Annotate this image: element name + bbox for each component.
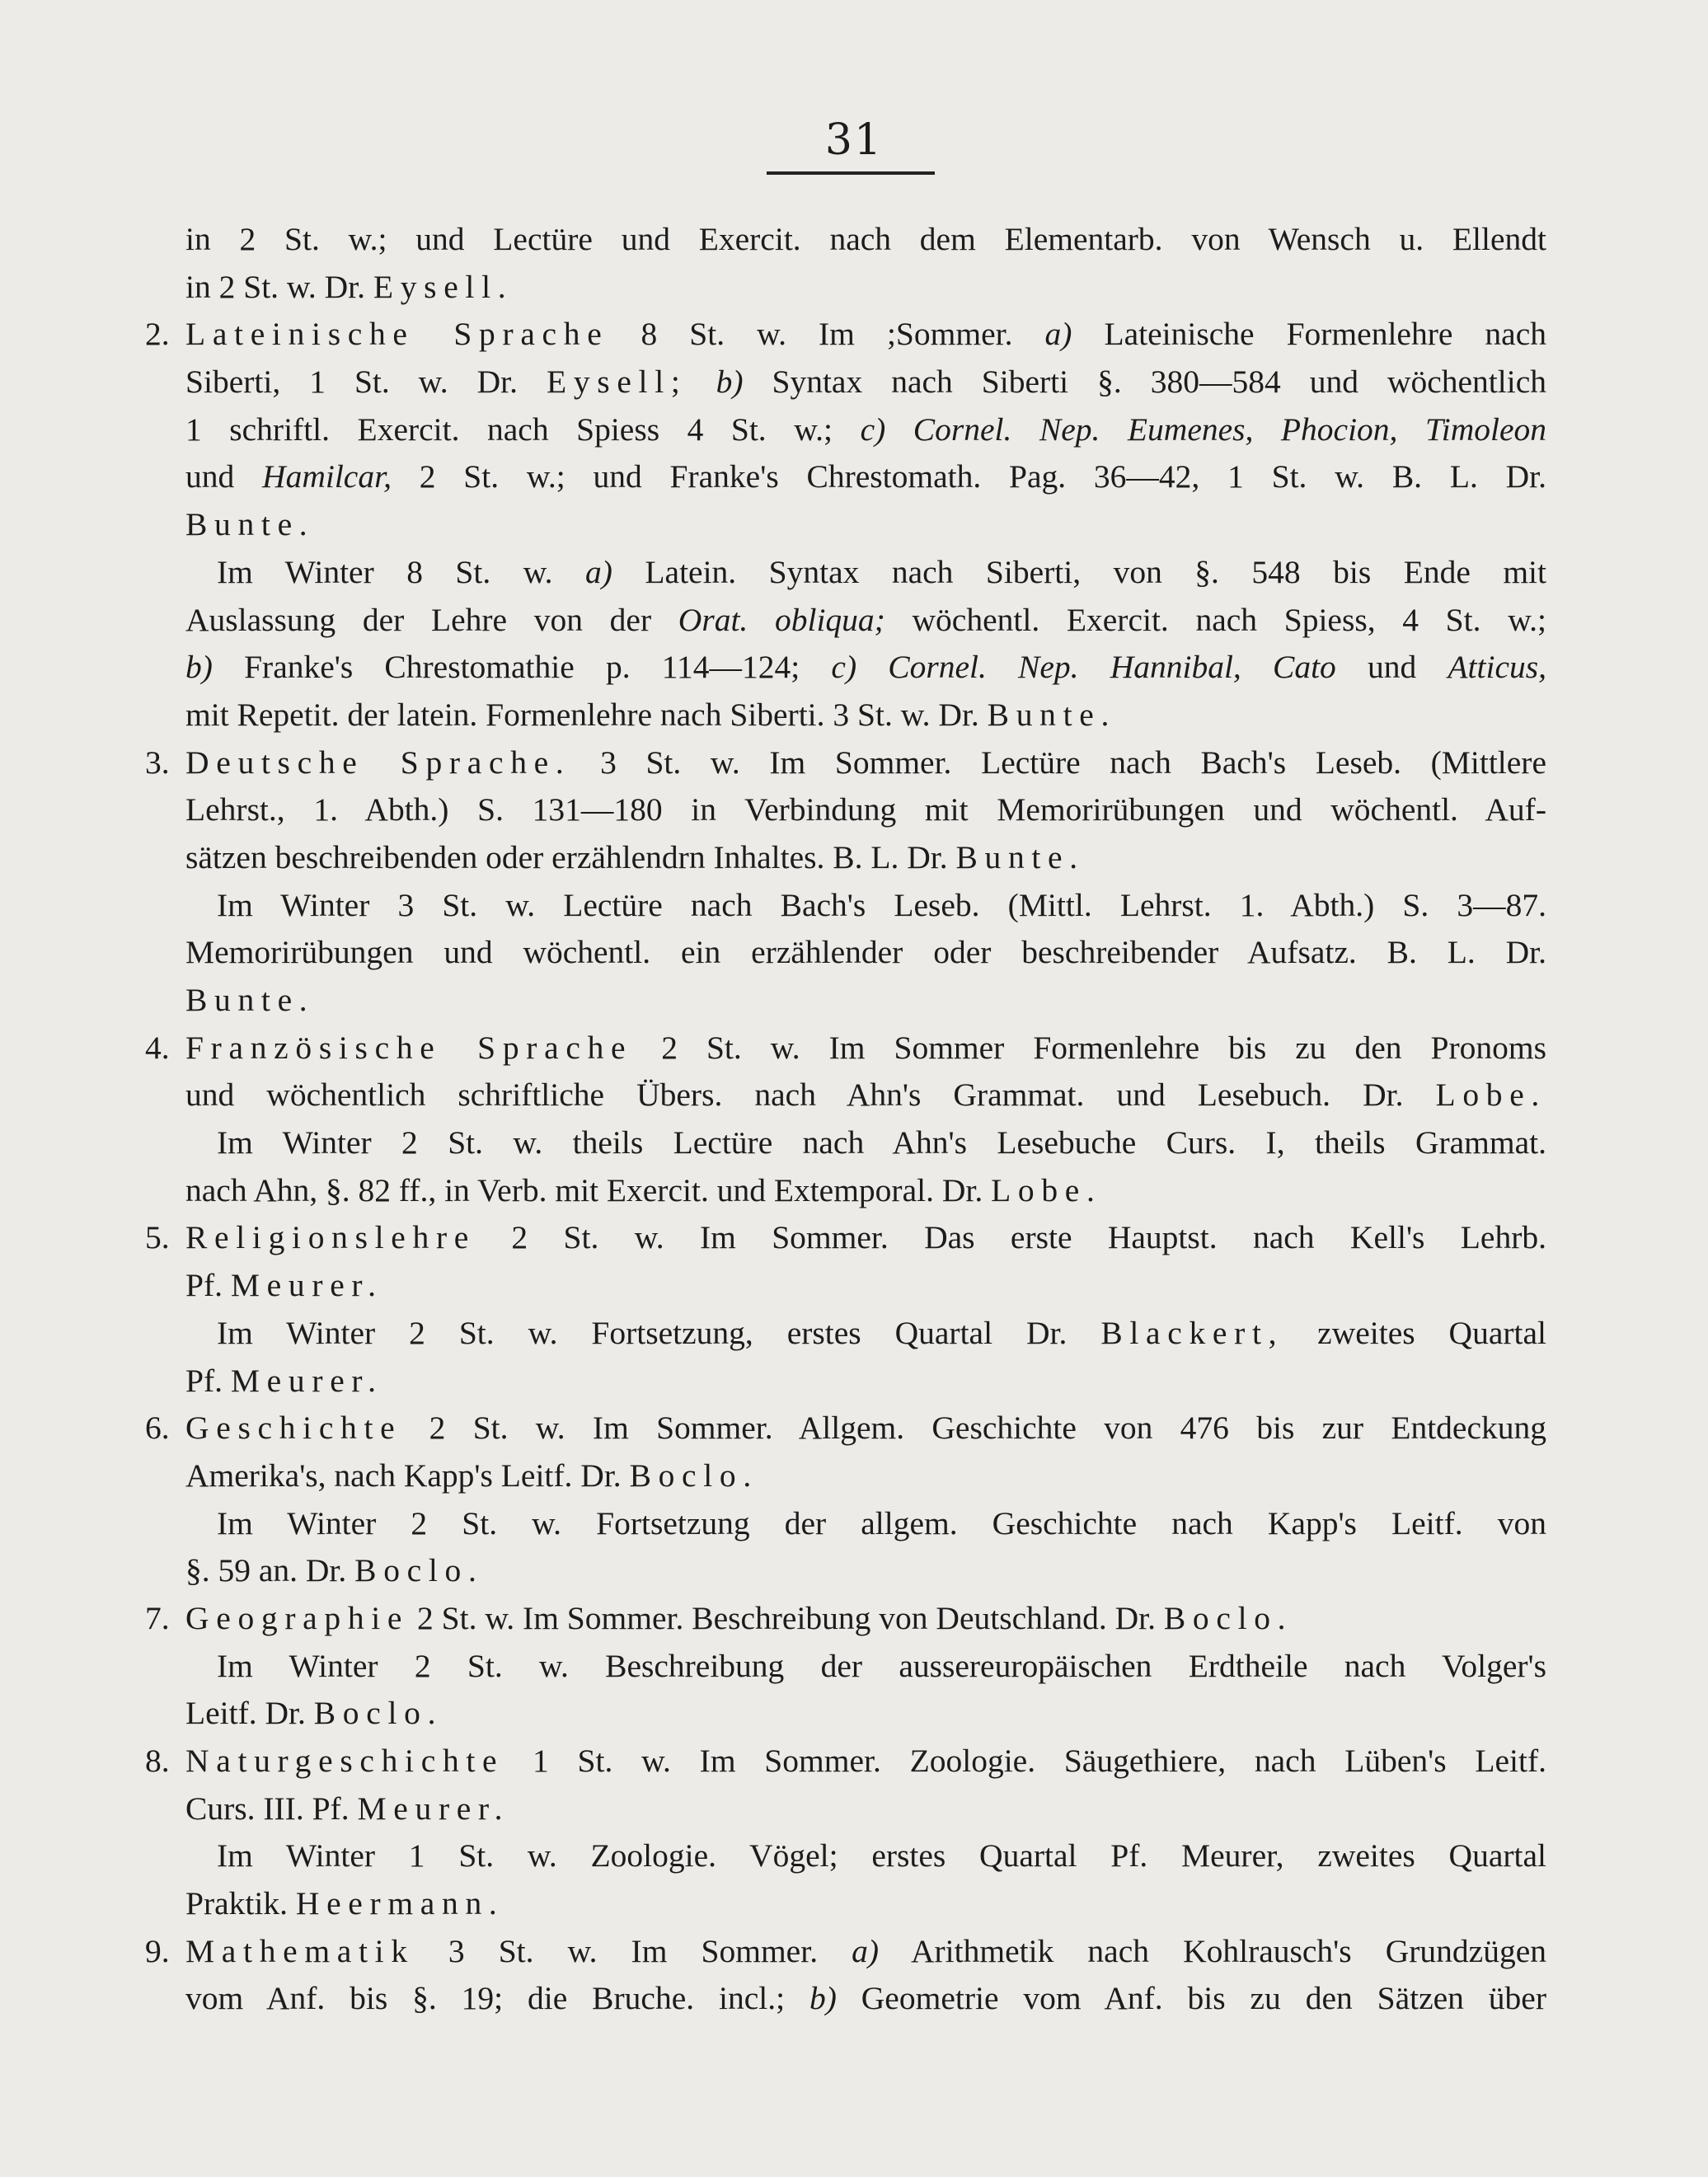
text-run: 2 St. w. Im Sommer. Allgem. Geschichte von 476 bis zur Entdeckung — [401, 1410, 1546, 1447]
spaced-term: Boclo. — [629, 1457, 758, 1494]
text-run: Latein. Syntax nach Siberti, von §. 548 bis Ende mit — [612, 553, 1546, 590]
text-run: vom Anf. bis §. 19; die Bruche. incl.; — [185, 1980, 809, 2017]
text-line — [145, 786, 1546, 834]
text-line — [145, 1547, 1546, 1595]
text-run: und wöchentlich schriftliche Übers. nach Ahn's Grammat. und Lesebuch. Dr. — [185, 1077, 1436, 1114]
text-line — [145, 1405, 1546, 1452]
text-run: Im Winter 2 St. w. Fortsetzung, erstes Quartal Dr. — [217, 1314, 1101, 1351]
item-number: 2. — [145, 316, 170, 353]
spaced-term: Mathematik — [185, 1932, 415, 1969]
text-run: Im Winter 1 St. w. Zoologie. Vögel; erstes Quartal Pf. Meurer, zweites Quartal — [217, 1837, 1546, 1874]
item-number: 7. — [145, 1599, 170, 1636]
text-line — [145, 1785, 1546, 1833]
text-run: sätzen beschreibenden oder erzählendrn Inhaltes. B. L. Dr. — [185, 838, 956, 875]
italic-text: c) Cornel. Nep. Eumenes, Phocion, Timoleon — [860, 411, 1547, 448]
spaced-term: Geschichte — [185, 1410, 402, 1447]
text-run: zweites Quartal — [1283, 1314, 1546, 1351]
text-run: 2 St. w. Im Sommer. Beschreibung von Deutschland. Dr. — [409, 1599, 1164, 1636]
italic-text: Hamilcar, — [262, 458, 392, 495]
text-run: Syntax nach Siberti §. 380—584 und wöchentlich — [743, 364, 1547, 401]
spaced-term: Bunte. — [955, 838, 1085, 875]
text-line — [145, 1025, 1546, 1072]
text-line — [145, 977, 1546, 1025]
text-run: Amerika's, nach Kapp's Leitf. Dr. — [185, 1457, 630, 1494]
text-line — [145, 1214, 1546, 1262]
text-run: Lehrst., 1. Abth.) S. 131—180 in Verbindung mit Memorirübungen und wöchentl. Auf- — [185, 791, 1546, 828]
text-run: 3 St. w. Im Sommer. Lectüre nach Bach's Leseb. (Mittlere — [570, 744, 1546, 781]
text-run: und — [185, 458, 263, 495]
spaced-term: Naturgeschichte — [185, 1743, 504, 1779]
text-run: Memorirübungen und wöchentl. ein erzählender oder beschreibender Aufsatz. B. L. Dr. — [185, 934, 1546, 971]
text-line — [145, 1452, 1546, 1500]
text-line — [145, 1738, 1546, 1785]
text-line — [145, 1880, 1546, 1928]
spaced-term: Französische Sprache — [185, 1029, 633, 1066]
text-run: Curs. III. Pf. — [185, 1790, 358, 1827]
text-line — [145, 1500, 1546, 1548]
text-run: Pf. — [185, 1362, 231, 1399]
spaced-term: Lobe. — [1435, 1077, 1546, 1114]
text-run: 2 St. w. Im Sommer. Das erste Hauptst. nach Kell's Lehrb. — [476, 1219, 1546, 1256]
text-line — [145, 501, 1546, 549]
text-run: wöchentl. Exercit. nach Spiess, 4 St. w.; — [884, 601, 1546, 638]
spaced-term: Bunte. — [185, 982, 315, 1018]
spaced-term: Geographie — [185, 1599, 410, 1636]
text-line — [145, 1167, 1546, 1215]
spaced-term: Heermann. — [295, 1885, 504, 1922]
text-run: in 2 St. w.; und Lectüre und Exercit. nach dem Elementarb. von Wensch u. Ellendt — [185, 221, 1546, 257]
text-run: Leitf. Dr. — [185, 1695, 314, 1732]
spaced-term: Lateinische Sprache — [185, 316, 609, 353]
text-run: Auslassung der Lehre von der — [185, 601, 678, 638]
text-line — [145, 644, 1546, 692]
spaced-term: Lobe. — [991, 1171, 1102, 1208]
spaced-term: Boclo. — [354, 1552, 484, 1589]
spaced-term: Meurer. — [230, 1267, 383, 1304]
italic-text: a) — [585, 553, 612, 590]
text-run: in 2 St. w. Dr. — [185, 268, 373, 305]
italic-text: a) — [852, 1932, 880, 1969]
text-run: 8 St. w. Im ;Sommer. — [608, 316, 1045, 353]
spaced-term: Bunte. — [185, 506, 315, 543]
text-run: Pf. — [185, 1267, 231, 1304]
text-line — [145, 1595, 1546, 1643]
item-number: 3. — [145, 744, 170, 781]
spaced-term: Bunte. — [987, 696, 1117, 733]
text-run: Geometrie vom Anf. bis zu den Sätzen über — [836, 1980, 1546, 2017]
spaced-term: Meurer. — [357, 1790, 510, 1827]
spaced-term: Religionslehre — [185, 1219, 476, 1256]
text-line — [145, 406, 1546, 454]
text-line — [145, 1928, 1546, 1976]
text-run: Im Winter 2 St. w. Beschreibung der aussereuropäischen Erdtheile nach Volger's — [217, 1647, 1546, 1684]
spaced-term: Eysell. — [373, 268, 514, 305]
item-number: 5. — [145, 1219, 170, 1256]
text-run: 3 St. w. Im Sommer. — [414, 1932, 852, 1969]
text-line — [145, 929, 1546, 977]
text-line — [145, 1832, 1546, 1880]
spaced-term: Boclo. — [313, 1695, 443, 1732]
text-line — [145, 692, 1546, 739]
spaced-term: Eysell; — [547, 364, 687, 401]
text-run: §. 59 an. Dr. — [185, 1552, 355, 1589]
text-run: Praktik. — [185, 1885, 296, 1922]
text-run: Im Winter 3 St. w. Lectüre nach Bach's Leseb. (Mittl. Lehrst. 1. Abth.) S. 3—87. — [217, 886, 1546, 923]
text-line — [145, 739, 1546, 787]
item-number: 8. — [145, 1743, 170, 1779]
text-line — [145, 1310, 1546, 1358]
text-run: Im Winter 2 St. w. theils Lectüre nach Ahn's Lesebuche Curs. I, theils Grammat. — [217, 1124, 1546, 1161]
text-line — [145, 1119, 1546, 1167]
text-line — [145, 597, 1546, 645]
text-line — [145, 882, 1546, 930]
text-run: 1 schriftl. Exercit. nach Spiess 4 St. w.; — [185, 411, 861, 448]
text-run: Arithmetik nach Kohlrausch's Grundzügen — [879, 1932, 1546, 1969]
spaced-term: Boclo. — [1163, 1599, 1293, 1636]
text-line — [145, 1975, 1546, 2023]
text-line — [145, 549, 1546, 597]
text-line — [145, 1643, 1546, 1691]
text-line — [145, 264, 1546, 312]
text-run: 2 St. w. Im Sommer Formenlehre bis zu den Pronoms — [632, 1029, 1546, 1066]
text-run: 2 St. w.; und Franke's Chrestomath. Pag. 36—42, 1 St. w. B. L. Dr. — [391, 458, 1547, 495]
text-line — [145, 1358, 1546, 1405]
item-number: 4. — [145, 1029, 170, 1066]
text-body — [145, 216, 1546, 2023]
text-run: Franke's Chrestomathie p. 114—124; — [212, 649, 832, 686]
text-line — [145, 1690, 1546, 1738]
text-line — [145, 311, 1546, 359]
text-run: Siberti, 1 St. w. Dr. — [185, 364, 547, 401]
text-run: mit Repetit. der latein. Formenlehre nach Siberti. 3 St. w. Dr. — [185, 696, 988, 733]
text-line — [145, 1072, 1546, 1119]
text-run: Im Winter 8 St. w. — [217, 553, 586, 590]
text-run: 1 St. w. Im Sommer. Zoologie. Säugethiere, nach Lüben's Leitf. — [504, 1743, 1546, 1779]
text-run: Im Winter 2 St. w. Fortsetzung der allgem. Geschichte nach Kapp's Leitf. von — [217, 1504, 1546, 1541]
text-run: und — [1335, 649, 1448, 686]
italic-text: c) Cornel. Nep. Hannibal, Cato — [831, 649, 1336, 686]
text-run — [687, 364, 716, 400]
text-line — [145, 453, 1546, 501]
spaced-term: Meurer. — [230, 1362, 383, 1399]
item-number: 6. — [145, 1410, 170, 1447]
text-line — [145, 834, 1546, 882]
italic-text: Orat. obliqua; — [678, 601, 885, 638]
item-number: 9. — [145, 1932, 170, 1969]
text-line — [145, 216, 1546, 264]
italic-text: b) — [185, 649, 213, 686]
italic-text: b) — [809, 1980, 837, 2017]
text-line — [145, 359, 1546, 406]
text-run: Lateinische Formenlehre nach — [1072, 316, 1546, 353]
italic-text: b) — [716, 364, 744, 401]
spaced-term: Deutsche Sprache. — [185, 744, 571, 781]
page-number-rule — [767, 171, 935, 175]
text-run: nach Ahn, §. 82 ff., in Verb. mit Exercit. und Extemporal. Dr. — [185, 1171, 992, 1208]
spaced-term: Blackert, — [1100, 1314, 1284, 1351]
italic-text: Atticus, — [1448, 649, 1546, 686]
text-line — [145, 1262, 1546, 1310]
page-number: 31 — [824, 115, 884, 165]
italic-text: a) — [1044, 316, 1072, 353]
